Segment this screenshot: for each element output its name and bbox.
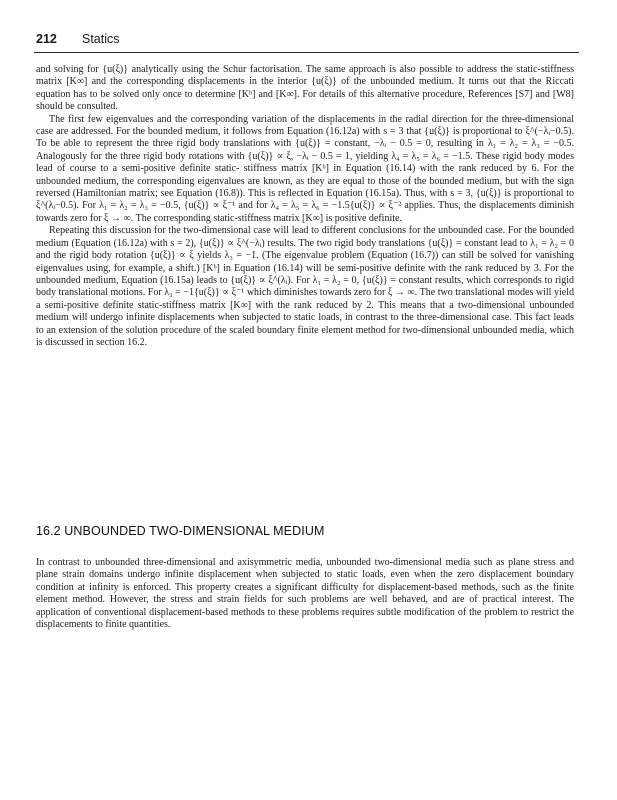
paragraph-unbounded-media: In contrast to unbounded three-dimensional and axisymmetric media, unbounded two-dimensional media such as plane stress and plane strain domains undergo infinite displacement when subjected to static loads, even when the zero displacement boundary condition at infinity is enforced. This property creates a significant difficulty for displacement-based methods, such as the finite element method. However, the stress and strain fields for such problems are well behaved, and are of practical interest. The application of conventional displacement-based methods to these problems requires subtle modification of the problem to restrict the displacements to finite quantities. — [36, 557, 574, 631]
main-text — [36, 64, 574, 349]
section-text — [36, 557, 574, 631]
running-section-title: Statics — [82, 32, 120, 46]
header-rule — [34, 52, 579, 53]
page-number: 212 — [36, 32, 57, 46]
paragraph-two-dimensional: Repeating this discussion for the two-dimensional case will lead to different conclusions for the unbounded case. For the bounded medium (Equation (16.12a) with s = 2), {u(ξ)} ∝ ξ^(−λᵢ) results. The two rigid body translations {u(ξ)} = constant lead to λ₁ = λ₂ = 0 and the rigid body rotation {u(ξ)} ∝ ξ yields λ₃ = −1. (The eigenvalue problem (Equation (16.7)) can still be solved for vanishing eigenvalues using, for example, a shift.) [Kᵇ] in Equation (16.14) will be semi-positive definite with the rank reduced by 3. For the unbounded medium, Equation (16.15a) leads to {u(ξ)} ∝ ξ^(λᵢ). For λ₁ = λ₂ = 0, {u(ξ)} = constant results, which corresponds to rigid body translational motions. For λ₃ = −1{u(ξ)} ∝ ξ⁻¹ which diminishes towards zero for ξ → ∞. The two translational modes will yield a semi-positive definite static-stiffness matrix [K∞] with the rank reduced by 2. This means that a two-dimensional unbounded medium will undergo infinite displacements when subjected to static loads, in contrast to the three-dimensional case. This fact leads to an extension of the solution procedure of the scaled boundary finite element method for two-dimensional unbounded media, which is discussed in section 16.2. — [36, 225, 574, 348]
running-head — [36, 32, 574, 46]
paragraph-schur: and solving for {u(ξ)} analytically using the Schur factorisation. The same approach is also possible to address the static-stiffness matrix [K∞] and the corresponding displacements in the interior {u(ξ)} of the unbounded medium. It turns out that the Riccati equation has to be solved only once to determine [Kᵇ] and [K∞]. For details of this alternative procedure, References [S7] and [W8] should be consulted. — [36, 64, 574, 113]
paragraph-three-dimensional: The first few eigenvalues and the corresponding variation of the displacements in the radial direction for the three-dimensional case are addressed. For the bounded medium, it follows from Equation (16.12a) with s = 3 that {u(ξ)} is proportional to ξ^(−λᵢ−0.5). To be able to represent the three rigid body translations with {u(ξ)} = constant, −λᵢ − 0.5 = 0, resulting in λ₁ = λ₂ = λ₃ = −0.5. Analogously for the three rigid body rotations with {u(ξ)} ∝ ξ, −λᵢ − 0.5 = 1, yielding λ₄ = λ₅ = λ₆ = −1.5. These rigid body modes lead of course to a semi-positive definite static- stiffness matrix [Kᵇ] in Equation (16.14) with the rank reduced by 6. For the unbounded medium, the corresponding eigenvalues are known, as they are equal to those of the bounded medium, but with the sign reversed (Hamiltonian matrix; see Equation (16.8)). This is reflected in Equation (16.15a). Thus, with s = 3, {u(ξ)} is proportional to ξ^(λᵢ−0.5). For λ₁ = λ₂ = λ₃ = −0.5, {u(ξ)} ∝ ξ⁻¹ and for λ₄ = λ₅ = λ₆ = −1.5{u(ξ)} ∝ ξ⁻² applies. Thus, the displacements diminish towards zero for ξ → ∞. The corresponding static-stiffness matrix [K∞] is positive definite. — [36, 113, 574, 224]
section-heading: 16.2 UNBOUNDED TWO-DIMENSIONAL MEDIUM — [36, 524, 325, 538]
